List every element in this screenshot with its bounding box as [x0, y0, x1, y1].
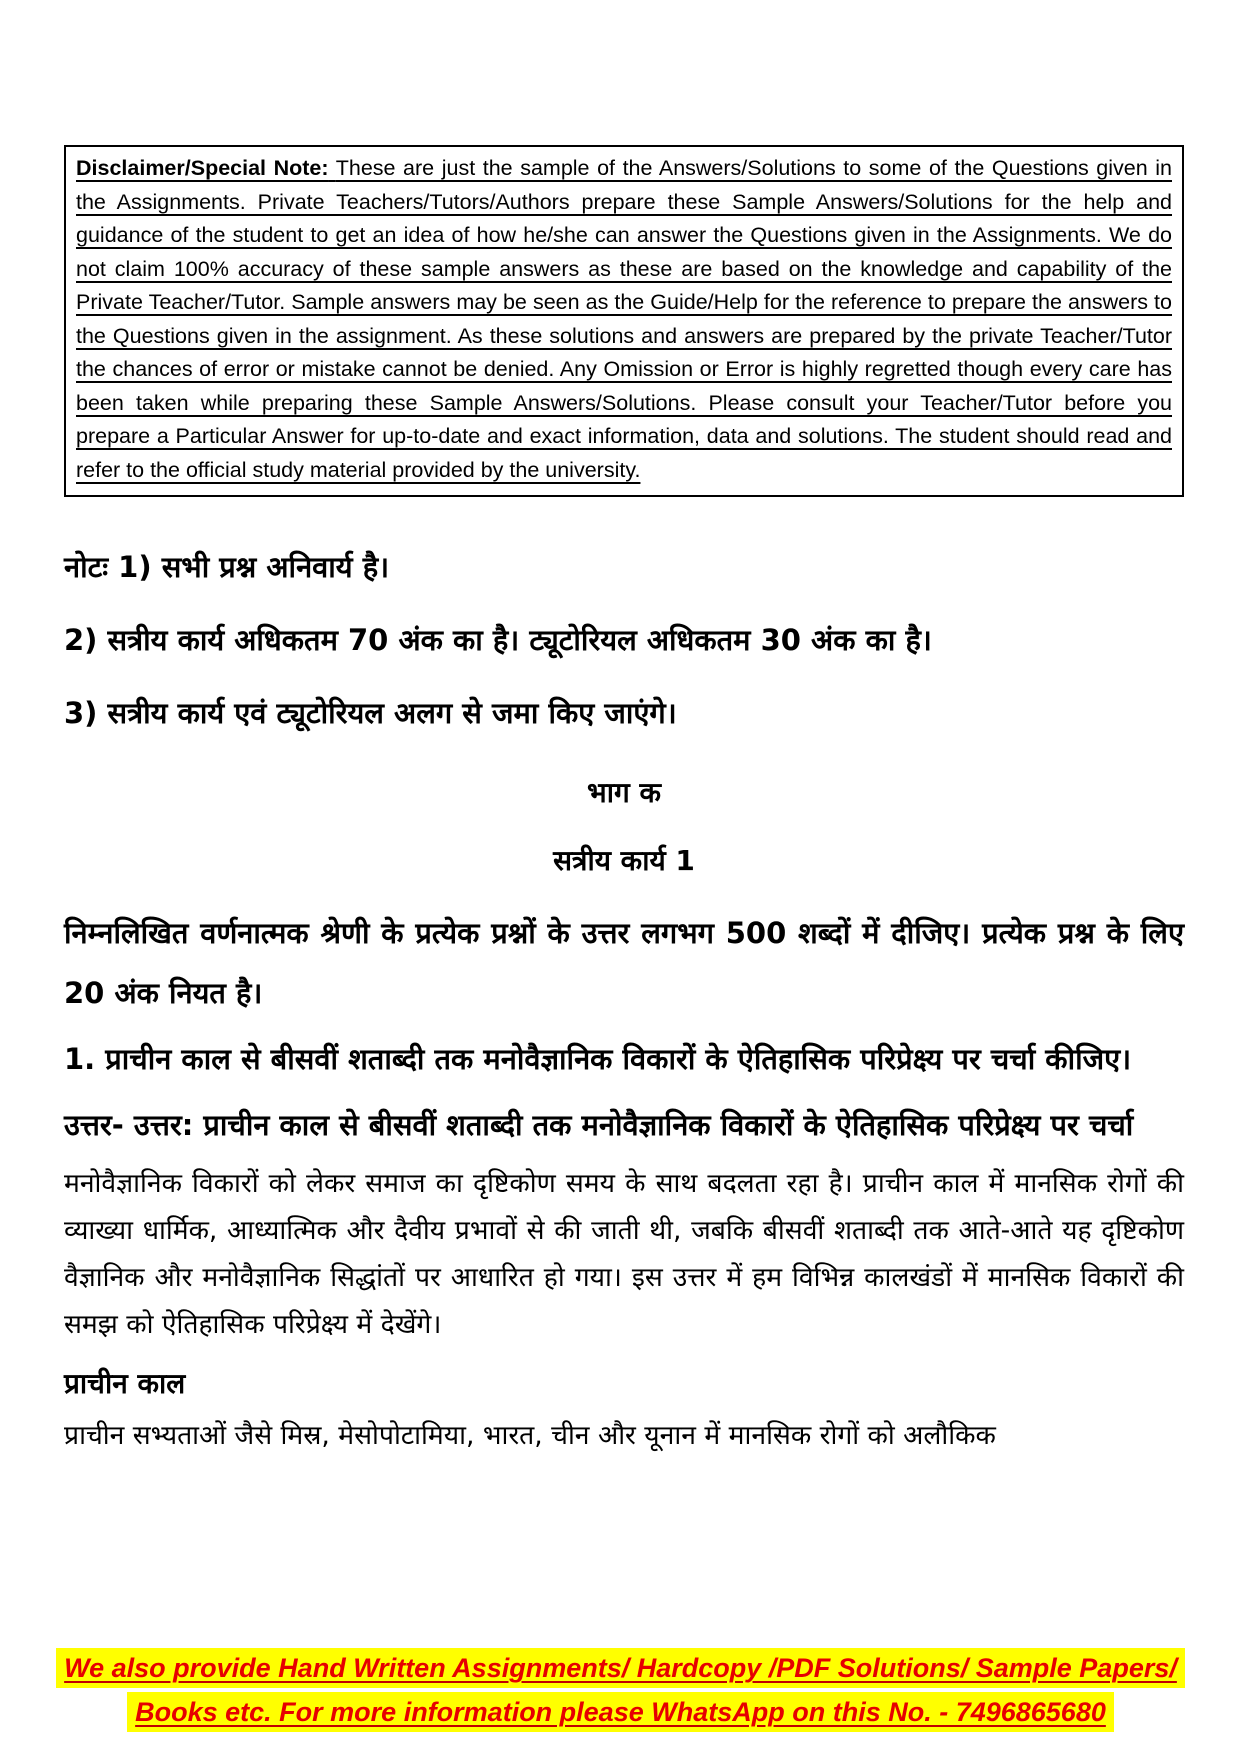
promo-text-1: We also provide Hand Written Assignments/ Hardcopy /PDF Solutions/ Sample Papers/ [56, 1648, 1185, 1688]
page-content [64, 145, 1184, 1460]
answer-paragraph: मनोवैज्ञानिक विकारों को लेकर समाज का दृष्टिकोण समय के साथ बदलता रहा है। प्राचीन काल में मानसिक रोगों की व्याख्या धार्मिक, आध्यात्मिक और दैवीय प्रभावों से की जाती थी, जबकि बीसवीं शताब्दी तक आते-आते यह दृष्टिकोण वैज्ञानिक और मनोवैज्ञानिक सिद्धांतों पर आधारित हो गया। इस उत्तर में हम विभिन्न कालखंडों में मानसिक विकारों की समझ को ऐतिहासिक परिप्रेक्ष्य में देखेंगे। [64, 1168, 1184, 1340]
section-heading-ancient-period: प्राचीन काल [64, 1367, 186, 1400]
instructions-text: निम्नलिखित वर्णनात्मक श्रेणी के प्रत्येक प्रश्नों के उत्तर लगभग 500 शब्दों में दीजिए। प्रत्येक प्रश्न के लिए 20 अंक नियत है। [64, 916, 1184, 1010]
section-paragraph: प्राचीन सभ्यताओं जैसे मिस्र, मेसोपोटामिया, भारत, चीन और यूनान में मानसिक रोगों को अलौकिक [64, 1420, 996, 1451]
note-line-2: 2) सत्रीय कार्य अधिकतम 70 अंक का है। ट्यूटोरियल अधिकतम 30 अंक का है। [64, 623, 932, 657]
question-1: 1. प्राचीन काल से बीसवीं शताब्दी तक मनोवैज्ञानिक विकारों के ऐतिहासिक परिप्रेक्ष्य पर चर्चा कीजिए। [64, 1042, 1132, 1076]
part-heading: भाग क [587, 776, 661, 809]
answer-heading: उत्तर- उत्तर: प्राचीन काल से बीसवीं शताब्दी तक मनोवैज्ञानिक विकारों के ऐतिहासिक परिप्रेक्ष्य पर चर्चा [64, 1108, 1134, 1142]
disclaimer-body: These are just the sample of the Answers/Solutions to some of the Questions given in the Assignments. Private Teachers/Tutors/Authors prepare these Sample Answers/Solutions for the help and guidance of the student to get an idea of how he/she can answer the Questions given in the Assignments. We do not claim 100% accuracy of these sample answers as these are based on the knowledge and capability of the Private Teacher/Tutor. Sample answers may be seen as the Guide/Help for the reference to prepare the answers to the Questions given in the assignment. As these solutions and answers are prepared by the private Teacher/Tutor the chances of error or mistake cannot be denied. Any Omission or Error is highly regretted though every care has been taken while preparing these Sample Answers/Solutions. Please consult your Teacher/Tutor before you prepare a Particular Answer for up-to-date and exact information, data and solutions. The student should read and refer to the official study material provided by the university. [76, 156, 1172, 482]
promo-footer-line-2 [0, 1692, 1241, 1736]
assignment-heading: सत्रीय कार्य 1 [553, 844, 695, 877]
notes-section [64, 547, 1184, 733]
promo-text-2: Books etc. For more information please WhatsApp on this No. - 7496865680 [127, 1692, 1114, 1732]
disclaimer-label: Disclaimer/Special Note: [76, 156, 329, 180]
disclaimer-box [64, 145, 1184, 497]
promo-footer [0, 1648, 1241, 1736]
note-line-3: 3) सत्रीय कार्य एवं ट्यूटोरियल अलग से जमा किए जाएंगे। [64, 696, 677, 730]
disclaimer-text [76, 152, 1172, 487]
note-line-1: नोटः 1) सभी प्रश्न अनिवार्य है। [64, 550, 390, 584]
promo-footer-line-1 [0, 1648, 1241, 1692]
